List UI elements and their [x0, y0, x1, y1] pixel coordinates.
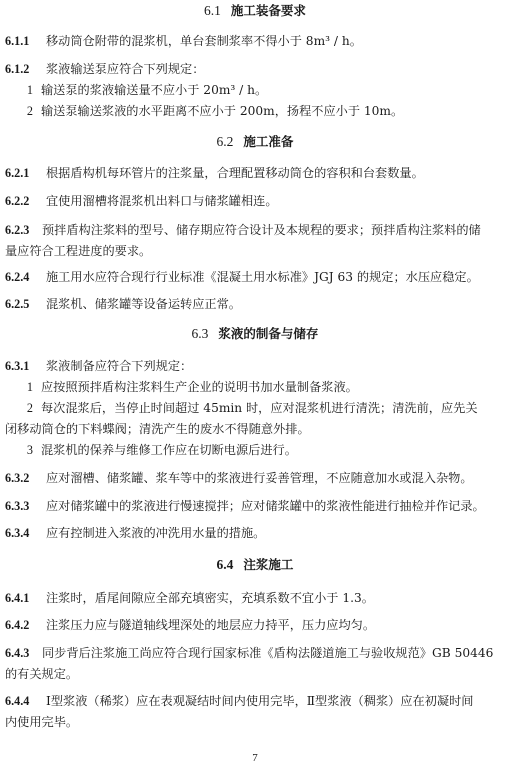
section-number: 6.2	[216, 134, 234, 149]
section-title: 施工准备	[243, 134, 294, 149]
clause-6-4-2	[5, 614, 503, 636]
clause-item	[5, 79, 267, 101]
section-heading-6-2	[0, 133, 510, 151]
section-number: 6.3	[191, 326, 209, 341]
clause-continuation: 量应符合工程进度的要求。	[5, 244, 152, 258]
clause-number: 6.2.5	[5, 297, 30, 311]
clause-6-3-3	[5, 495, 503, 517]
clause-continuation: 内使用完毕。	[5, 715, 79, 729]
clause-text: 移动筒仓附带的混浆机，单台套制浆率不得小于 8m³ / h。	[46, 34, 362, 48]
item-number: 1	[26, 83, 33, 97]
clause-text: 应对储浆罐中的浆液进行慢速搅拌；应对储浆罐中的浆液性能进行抽检并作记录。	[46, 499, 485, 513]
clause-number: 6.3.3	[5, 499, 30, 513]
clause-number: 6.3.2	[5, 471, 30, 485]
clause-number: 6.1.2	[5, 62, 30, 76]
clause-item	[5, 376, 358, 398]
clause-6-2-3	[5, 219, 503, 241]
clause-6-2-4	[5, 266, 503, 288]
clause-text: 预拌盾构注浆料的型号、储存期应符合设计及本规程的要求；预拌盾构注浆料的储	[42, 223, 481, 237]
item-number: 3	[26, 443, 33, 457]
section-number: 6.4	[216, 557, 234, 572]
clause-text: 施工用水应符合现行行业标准《混凝土用水标准》JGJ 63 的规定；水压应稳定。	[46, 270, 479, 284]
item-text: 输送泵的浆液输送量不应小于 20m³ / h。	[41, 83, 268, 97]
clause-text: 宜使用溜槽将混浆机出料口与储浆罐相连。	[46, 194, 278, 208]
clause-6-2-2	[5, 190, 503, 212]
clause-6-2-5	[5, 293, 503, 315]
item-number: 2	[26, 401, 33, 415]
clause-continuation: 的有关规定。	[5, 667, 79, 681]
item-text: 应按照预拌盾构注浆料生产企业的说明书加水量制备浆液。	[41, 380, 358, 394]
clause-number: 6.4.2	[5, 618, 30, 632]
clause-item	[5, 397, 478, 419]
clause-text: 同步背后注浆施工尚应符合现行国家标准《盾构法隧道施工与验收规范》GB 50446	[42, 646, 494, 660]
clause-6-3-1	[5, 355, 503, 377]
clause-number: 6.1.1	[5, 34, 30, 48]
clause-number: 6.4.4	[5, 694, 30, 708]
clause-text: 应有控制进入浆液的冲洗用水量的措施。	[46, 526, 266, 540]
section-number: 6.1	[204, 3, 221, 18]
clause-text: 浆液制备应符合下列规定：	[46, 359, 193, 373]
item-continuation: 闭移动筒仓的下料蝶阀；清洗产生的废水不得随意外排。	[5, 422, 310, 436]
clause-number: 6.2.2	[5, 194, 30, 208]
clause-6-3-4	[5, 522, 503, 544]
clause-6-1-2	[5, 58, 503, 80]
clause-number: 6.2.1	[5, 166, 30, 180]
clause-number: 6.2.3	[5, 223, 30, 237]
clause-text: 浆液输送泵应符合下列规定：	[46, 62, 205, 76]
clause-6-4-3	[5, 642, 503, 664]
clause-number: 6.2.4	[5, 270, 30, 284]
section-title: 施工装备要求	[230, 3, 306, 18]
clause-6-1-1	[5, 30, 503, 52]
section-heading-6-1	[0, 2, 510, 20]
item-text: 每次混浆后，当停止时间超过 45min 时，应对混浆机进行清洗；清洗前，应先关	[41, 401, 478, 415]
clause-number: 6.4.1	[5, 591, 30, 605]
section-title: 浆液的制备与储存	[218, 326, 319, 341]
clause-6-4-4	[5, 690, 503, 712]
clause-number: 6.3.1	[5, 359, 30, 373]
clause-text: 根据盾构机每环管片的注浆量，合理配置移动筒仓的容积和台套数量。	[46, 166, 424, 180]
clause-6-3-2	[5, 467, 503, 489]
clause-number: 6.4.3	[5, 646, 30, 660]
clause-text: 注浆压力应与隧道轴线埋深处的地层应力持平，压力应均匀。	[46, 618, 376, 632]
item-text: 输送泵输送浆液的水平距离不应小于 200m，扬程不应小于 10m。	[41, 104, 404, 118]
section-heading-6-4	[0, 556, 510, 574]
clause-text: 注浆时，盾尾间隙应全部充填密实，充填系数不宜小于 1.3。	[46, 591, 374, 605]
clause-6-2-1	[5, 162, 503, 184]
clause-item	[5, 100, 403, 122]
clause-6-4-1	[5, 587, 503, 609]
section-title: 注浆施工	[243, 557, 294, 572]
clause-number: 6.3.4	[5, 526, 30, 540]
item-number: 1	[26, 380, 33, 394]
page-number: 7	[252, 752, 258, 764]
section-heading-6-3	[0, 325, 510, 343]
clause-text: Ⅰ型浆液（稀浆）应在表观凝结时间内使用完毕，Ⅱ型浆液（稠浆）应在初凝时间	[46, 694, 474, 708]
clause-item	[5, 439, 297, 461]
item-number: 2	[26, 104, 33, 118]
clause-text: 应对溜槽、储浆罐、浆车等中的浆液进行妥善管理，不应随意加水或混入杂物。	[46, 471, 473, 485]
clause-text: 混浆机、储浆罐等设备运转应正常。	[46, 297, 241, 311]
item-text: 混浆机的保养与维修工作应在切断电源后进行。	[41, 443, 297, 457]
